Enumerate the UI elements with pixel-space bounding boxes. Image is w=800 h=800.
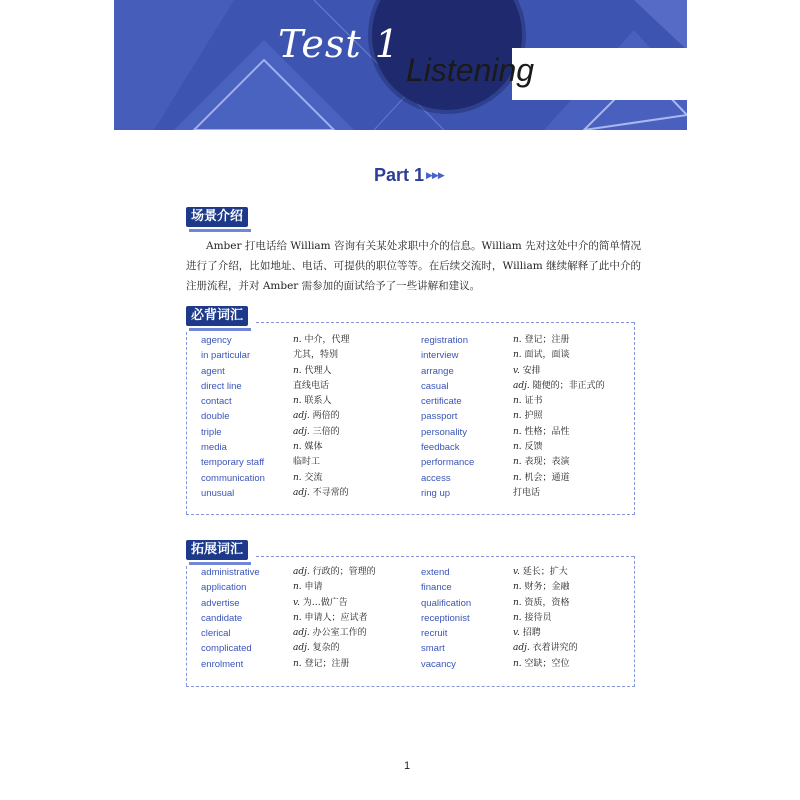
vocab-meaning: 空缺；空位 (524, 658, 570, 669)
vocab-chinese (513, 611, 552, 626)
vocab-chinese (513, 596, 570, 611)
vocab-pos: n. (513, 658, 522, 669)
vocab-chinese (293, 333, 350, 348)
vocab-english: contact (201, 396, 232, 408)
vocab-meaning: 打电话 (513, 487, 541, 498)
vocab-meaning: 直线电话 (293, 380, 330, 391)
vocab-row (201, 657, 411, 672)
vocab-english: complicated (201, 643, 252, 655)
vocab-row (201, 364, 411, 379)
vocab-english: triple (201, 426, 222, 438)
vocab-english: agent (201, 365, 225, 377)
vocab-meaning: 财务；金融 (524, 582, 570, 593)
vocab-chinese (293, 596, 348, 611)
vocab-english: access (421, 472, 451, 484)
vocab-row (201, 333, 411, 348)
vocab-english: certificate (421, 396, 462, 408)
vocab-pos: n. (513, 597, 522, 608)
vocab-meaning: 中介，代理 (304, 335, 350, 345)
vocab-meaning: 招聘 (522, 628, 541, 639)
vocab-meaning: 两倍的 (312, 411, 340, 422)
vocab-pos: n. (513, 457, 522, 468)
vocab-meaning: 机会；通道 (524, 472, 570, 483)
vocab-row (201, 440, 411, 455)
vocab-pos: v. (513, 628, 520, 639)
vocab-english: communication (201, 472, 265, 484)
vocab-english: temporary staff (201, 457, 265, 469)
vocab-meaning: 申请人；应试者 (304, 612, 368, 623)
vocab-pos: adj. (293, 426, 310, 437)
vocab-pos: v. (513, 567, 520, 577)
vocab-row (421, 641, 631, 656)
vocab-chinese (293, 379, 329, 394)
vocab-pos: n. (293, 582, 302, 593)
vocab-chinese (293, 425, 340, 440)
vocab-pos: n. (513, 612, 522, 623)
vocab-pos: n. (513, 472, 522, 483)
vocab-row (201, 486, 411, 501)
vocab-chinese (513, 364, 541, 379)
vocab-pos: adj. (513, 380, 530, 391)
vocab-chinese (513, 379, 605, 394)
vocab-chinese (513, 626, 541, 641)
vocab-row (201, 626, 411, 641)
vocab-chinese (293, 440, 323, 455)
vocab-meaning: 联系人 (304, 396, 332, 407)
vocab-chinese (293, 626, 367, 641)
part-arrows-icon: ▶▶▶ (426, 171, 444, 181)
vocab-chinese (513, 641, 578, 656)
vocab-meaning: 申请 (304, 582, 323, 593)
vocab-english: finance (421, 582, 452, 594)
essential-vocab-left (201, 333, 411, 501)
vocab-pos: n. (513, 411, 522, 422)
vocab-row (201, 641, 411, 656)
vocab-english: advertise (201, 597, 240, 609)
vocab-pos: n. (293, 612, 302, 623)
vocab-english: ring up (421, 487, 451, 499)
vocab-row (421, 580, 631, 595)
vocab-row (201, 455, 411, 470)
vocab-chinese (293, 471, 323, 486)
vocab-chinese (513, 425, 570, 440)
vocab-english: direct line (201, 380, 242, 392)
vocab-chinese (293, 565, 376, 580)
vocab-english: performance (421, 457, 475, 469)
vocab-meaning: 登记；注册 (304, 658, 350, 669)
vocab-english: qualification (421, 597, 472, 609)
extended-vocab-label: 拓展词汇 (186, 540, 248, 560)
vocab-english: candidate (201, 612, 243, 624)
vocab-meaning: 复杂的 (312, 643, 340, 654)
vocab-row (421, 409, 631, 424)
vocab-english: feedback (421, 442, 460, 454)
listening-bar (512, 48, 687, 100)
vocab-english: double (201, 411, 230, 423)
vocab-meaning: 证书 (524, 396, 543, 407)
vocab-row (421, 596, 631, 611)
vocab-meaning: 反馈 (524, 442, 543, 453)
vocab-row (201, 471, 411, 486)
vocab-pos: adj. (293, 411, 310, 422)
extended-vocab-left (201, 565, 411, 672)
vocab-pos: adj. (293, 628, 310, 639)
vocab-meaning: 临时工 (293, 457, 321, 468)
vocab-meaning: 护照 (524, 411, 543, 422)
vocab-meaning: 交流 (304, 472, 323, 483)
vocab-row (421, 626, 631, 641)
vocab-chinese (513, 580, 570, 595)
vocab-row (421, 657, 631, 672)
vocab-pos: v. (513, 365, 520, 376)
vocab-pos: n. (293, 335, 302, 345)
test-title: Test 1 (278, 22, 400, 66)
essential-vocab-label: 必背词汇 (186, 306, 248, 326)
vocab-row (201, 611, 411, 626)
vocab-row (201, 379, 411, 394)
vocab-english: unusual (201, 487, 235, 499)
vocab-pos: n. (293, 472, 302, 483)
vocab-meaning: 接待员 (524, 612, 552, 623)
vocab-meaning: 不寻常的 (312, 487, 349, 498)
vocab-chinese (293, 486, 349, 501)
vocab-pos: n. (513, 335, 522, 345)
vocab-english: personality (421, 426, 467, 438)
vocab-chinese (513, 486, 540, 501)
vocab-pos: adj. (293, 567, 310, 577)
vocab-meaning: 面试，面谈 (524, 350, 570, 361)
vocab-row (421, 333, 631, 348)
vocab-meaning: 三倍的 (312, 426, 340, 437)
vocab-pos: n. (513, 426, 522, 437)
vocab-english: casual (421, 380, 449, 392)
vocab-chinese (513, 333, 570, 348)
vocab-row (201, 596, 411, 611)
vocab-pos: n. (293, 396, 302, 407)
vocab-meaning: 性格；品性 (524, 426, 570, 437)
vocab-row (421, 455, 631, 470)
vocab-chinese (513, 440, 543, 455)
vocab-chinese (513, 348, 570, 363)
page-number: 1 (404, 760, 411, 772)
vocab-english: extend (421, 567, 450, 578)
vocab-english: smart (421, 643, 445, 655)
vocab-meaning: 登记；注册 (524, 335, 570, 345)
vocab-row (201, 425, 411, 440)
essential-vocab-right (421, 333, 631, 501)
vocab-row (201, 565, 411, 580)
vocab-meaning: 行政的；管理的 (312, 567, 376, 577)
vocab-english: passport (421, 411, 458, 423)
vocab-row (421, 486, 631, 501)
vocab-english: clerical (201, 628, 231, 640)
vocab-pos: adj. (293, 487, 310, 498)
vocab-row (421, 565, 631, 580)
vocab-english: recruit (421, 628, 448, 640)
vocab-row (421, 471, 631, 486)
vocab-row (421, 440, 631, 455)
vocab-english: application (201, 582, 247, 594)
vocab-pos: v. (293, 597, 300, 608)
vocab-meaning: 表现；表演 (524, 457, 570, 468)
vocab-chinese (293, 641, 340, 656)
vocab-pos: n. (293, 442, 302, 453)
vocab-meaning: 衣着讲究的 (532, 643, 578, 654)
extended-vocab-right (421, 565, 631, 672)
vocab-row (421, 611, 631, 626)
vocab-english: in particular (201, 350, 251, 362)
header-banner (114, 0, 687, 130)
vocab-row (421, 364, 631, 379)
vocab-pos: n. (513, 396, 522, 407)
vocab-chinese (293, 364, 332, 379)
vocab-meaning: 尤其，特别 (293, 350, 339, 361)
vocab-pos: n. (513, 350, 522, 361)
vocab-pos: n. (293, 365, 302, 376)
vocab-chinese (513, 657, 570, 672)
vocab-chinese (293, 394, 332, 409)
vocab-row (201, 580, 411, 595)
vocab-meaning: 资质，资格 (524, 597, 570, 608)
vocab-chinese (513, 471, 570, 486)
vocab-pos: adj. (293, 643, 310, 654)
vocab-chinese (293, 611, 368, 626)
part-title: Part 1 (374, 165, 425, 185)
scene-label: 场景介绍 (186, 207, 248, 227)
vocab-row (421, 379, 631, 394)
vocab-meaning: 安排 (522, 365, 541, 376)
vocab-pos: n. (293, 658, 302, 669)
vocab-chinese (513, 565, 568, 580)
vocab-row (421, 348, 631, 363)
vocab-english: registration (421, 335, 468, 346)
scene-text: Amber 打电话给 William 咨询有关某处求职中介的信息。William 先对这处中介的简单情况进行了介绍，比如地址、电话、可提供的职位等等。在后续交流时，William 继续解释了此中介的注册流程，并对 Amber 需参加的面试给予了一些讲解和建议。 (186, 240, 641, 292)
vocab-english: receptionist (421, 612, 470, 624)
vocab-meaning: 延长；扩大 (522, 567, 568, 577)
vocab-chinese (293, 580, 323, 595)
vocab-chinese (513, 394, 543, 409)
vocab-meaning: 代理人 (304, 365, 332, 376)
vocab-row (421, 394, 631, 409)
vocab-chinese (293, 455, 320, 470)
vocab-meaning: 媒体 (304, 442, 323, 453)
vocab-english: enrolment (201, 658, 244, 670)
vocab-row (201, 394, 411, 409)
vocab-chinese (513, 409, 543, 424)
vocab-chinese (293, 657, 350, 672)
vocab-english: media (201, 442, 227, 454)
vocab-chinese (293, 409, 340, 424)
vocab-row (421, 425, 631, 440)
vocab-english: interview (421, 350, 459, 362)
vocab-row (201, 348, 411, 363)
vocab-english: administrative (201, 567, 260, 578)
vocab-pos: n. (513, 442, 522, 453)
vocab-meaning: 办公室工作的 (312, 628, 367, 639)
section-title: Listening (406, 52, 535, 88)
vocab-meaning: 随便的；非正式的 (532, 380, 605, 391)
vocab-meaning: 为…做广告 (302, 597, 348, 608)
vocab-english: vacancy (421, 658, 456, 670)
vocab-english: agency (201, 335, 232, 346)
vocab-pos: adj. (513, 643, 530, 654)
vocab-chinese (293, 348, 338, 363)
vocab-pos: n. (513, 582, 522, 593)
vocab-english: arrange (421, 365, 454, 377)
vocab-row (201, 409, 411, 424)
vocab-chinese (513, 455, 570, 470)
